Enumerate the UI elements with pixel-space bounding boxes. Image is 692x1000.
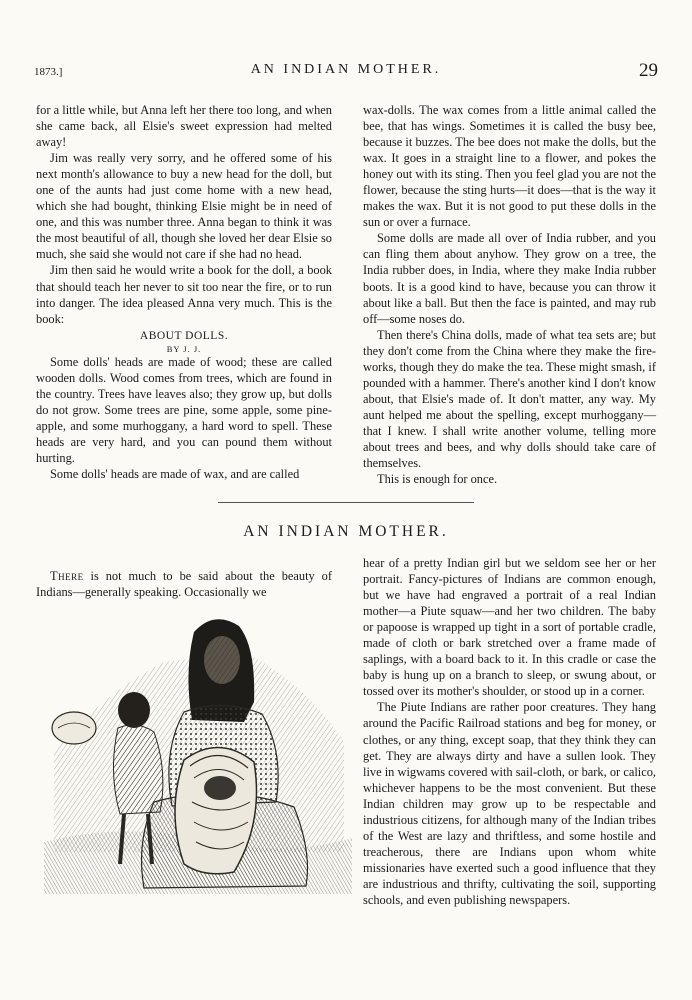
running-head-title: AN INDIAN MOTHER. — [250, 62, 442, 77]
lower-left-column — [36, 568, 332, 600]
article-lead-paragraph — [36, 568, 332, 600]
upper-left-column — [36, 102, 332, 482]
running-head — [30, 60, 662, 84]
article-title: AN INDIAN MOTHER. — [243, 523, 449, 540]
lead-word: There — [50, 569, 84, 583]
paragraph: for a little while, but Anna left her there too long, and when she came back, all Elsie's sweet expression had melted away! — [36, 103, 332, 150]
section-divider — [218, 502, 474, 503]
upper-right-column — [363, 102, 656, 487]
paragraph: The Piute Indians are rather poor creatures. They hang around the Pacific Railroad stations and beg for money, or clothes, or any thing, except soap, that they think they can get. They are always dirty and have a sullen look. They live in wigwams covered with sail-cloth, or bark, or calico, whichever happens to be the most convenient. But these Indian children may grow up to be respectable and industrious citizens, for although many of the Indian tribes of the West are lazy and thriftless, and some hostile and treacherous, there are Indians upon whom white missionaries have exerted such a good influence that they are industrious and thrifty, cultivating the soil, supporting schools, and even publishing newspapers. — [363, 700, 656, 907]
book-title: ABOUT DOLLS. — [139, 329, 229, 342]
paragraph: wax-dolls. The wax comes from a little animal called the bee, that has wings. Sometimes it is called the busy bee, because it buzzes. The bee does not make the dolls, but the wax. It goes in a straight line to a flower, and pokes the honey out with its sting. Then you feel glad you are not the flower, because the sting hurts—it does—that is the way it makes the wax. But it is not good to put these dolls in the sun or over a furnace. — [363, 103, 656, 230]
lead-text: is not much to be said about the beauty of Indians—generally speaking. Occasionally we — [36, 569, 332, 600]
paragraph: This is enough for once. — [377, 472, 498, 487]
lower-right-column — [363, 555, 656, 908]
paragraph: Jim was really very sorry, and he offered some of his next month's allowance to buy a new head for the doll, but one of the aunts had just come home with a new head, which she had bought, thinking Elsie might be in need of one, and this was number three. Anna began to think it was the most beautiful of all, though she loved her dear Elsie so much, she said she would not care if she had no head. — [36, 151, 332, 262]
paragraph: Some dolls' heads are made of wood; these are called wooden dolls. Wood comes from trees, which are found in the country. Trees have leaves also; they grow up, but dolls do not grow. Some trees are pine, some apple, some pine-apple, and some murhoggany, a hard word to spell. These heads are very hard, and you can pound them without hurting. — [36, 354, 332, 465]
indian-mother-engraving — [44, 602, 352, 894]
paragraph: Jim then said he would write a book for the doll, a book that should teach her never to sit too near the fire, or to run into danger. The idea pleased Anna very much. This is the book: — [36, 263, 332, 326]
book-byline: BY J. J. — [166, 343, 202, 354]
paragraph: hear of a pretty Indian girl but we seldom see her or her portrait. Fancy-pictures of Indians are common enough, but we have had engraved a portrait of a real Indian mother—a Piute squaw—and her two children. The baby or papoose is wrapped up tight in a sort of portable cradle, made of cloth or bark stretched over a frame made of saplings, with a board back to it. In this cradle or case the baby is hung up on a branch to sleep, or swung about, or tossed over its mother's shoulder, or stood up in a corner. — [363, 556, 656, 699]
page-number: 29 — [639, 60, 658, 81]
paragraph: Then there's China dolls, made of what tea sets are; but they don't come from the China where they make the fire-works, though they do make the tea. These might smash, if pounded with a hammer. There's another kind I don't know about, that Elsie's made of. It don't matter, any way. My aunt helped me about the spelling, except murhoggany—that I knew. I shall write another volume, telling more about trees and bees, and why dolls should take care of themselves. — [363, 327, 656, 471]
running-head-year: 1873.] — [34, 66, 63, 78]
paragraph: Some dolls are made all over of India rubber, and you can fling them about anyhow. They grow on a tree, the India rubber does, in India, where they make India rubber boots. It is a good kind to have, because you can throw it about like a ball. But then the face is painted, and may rub off—some noses do. — [363, 231, 656, 326]
paragraph: Some dolls' heads are made of wax, and are called — [50, 467, 300, 482]
